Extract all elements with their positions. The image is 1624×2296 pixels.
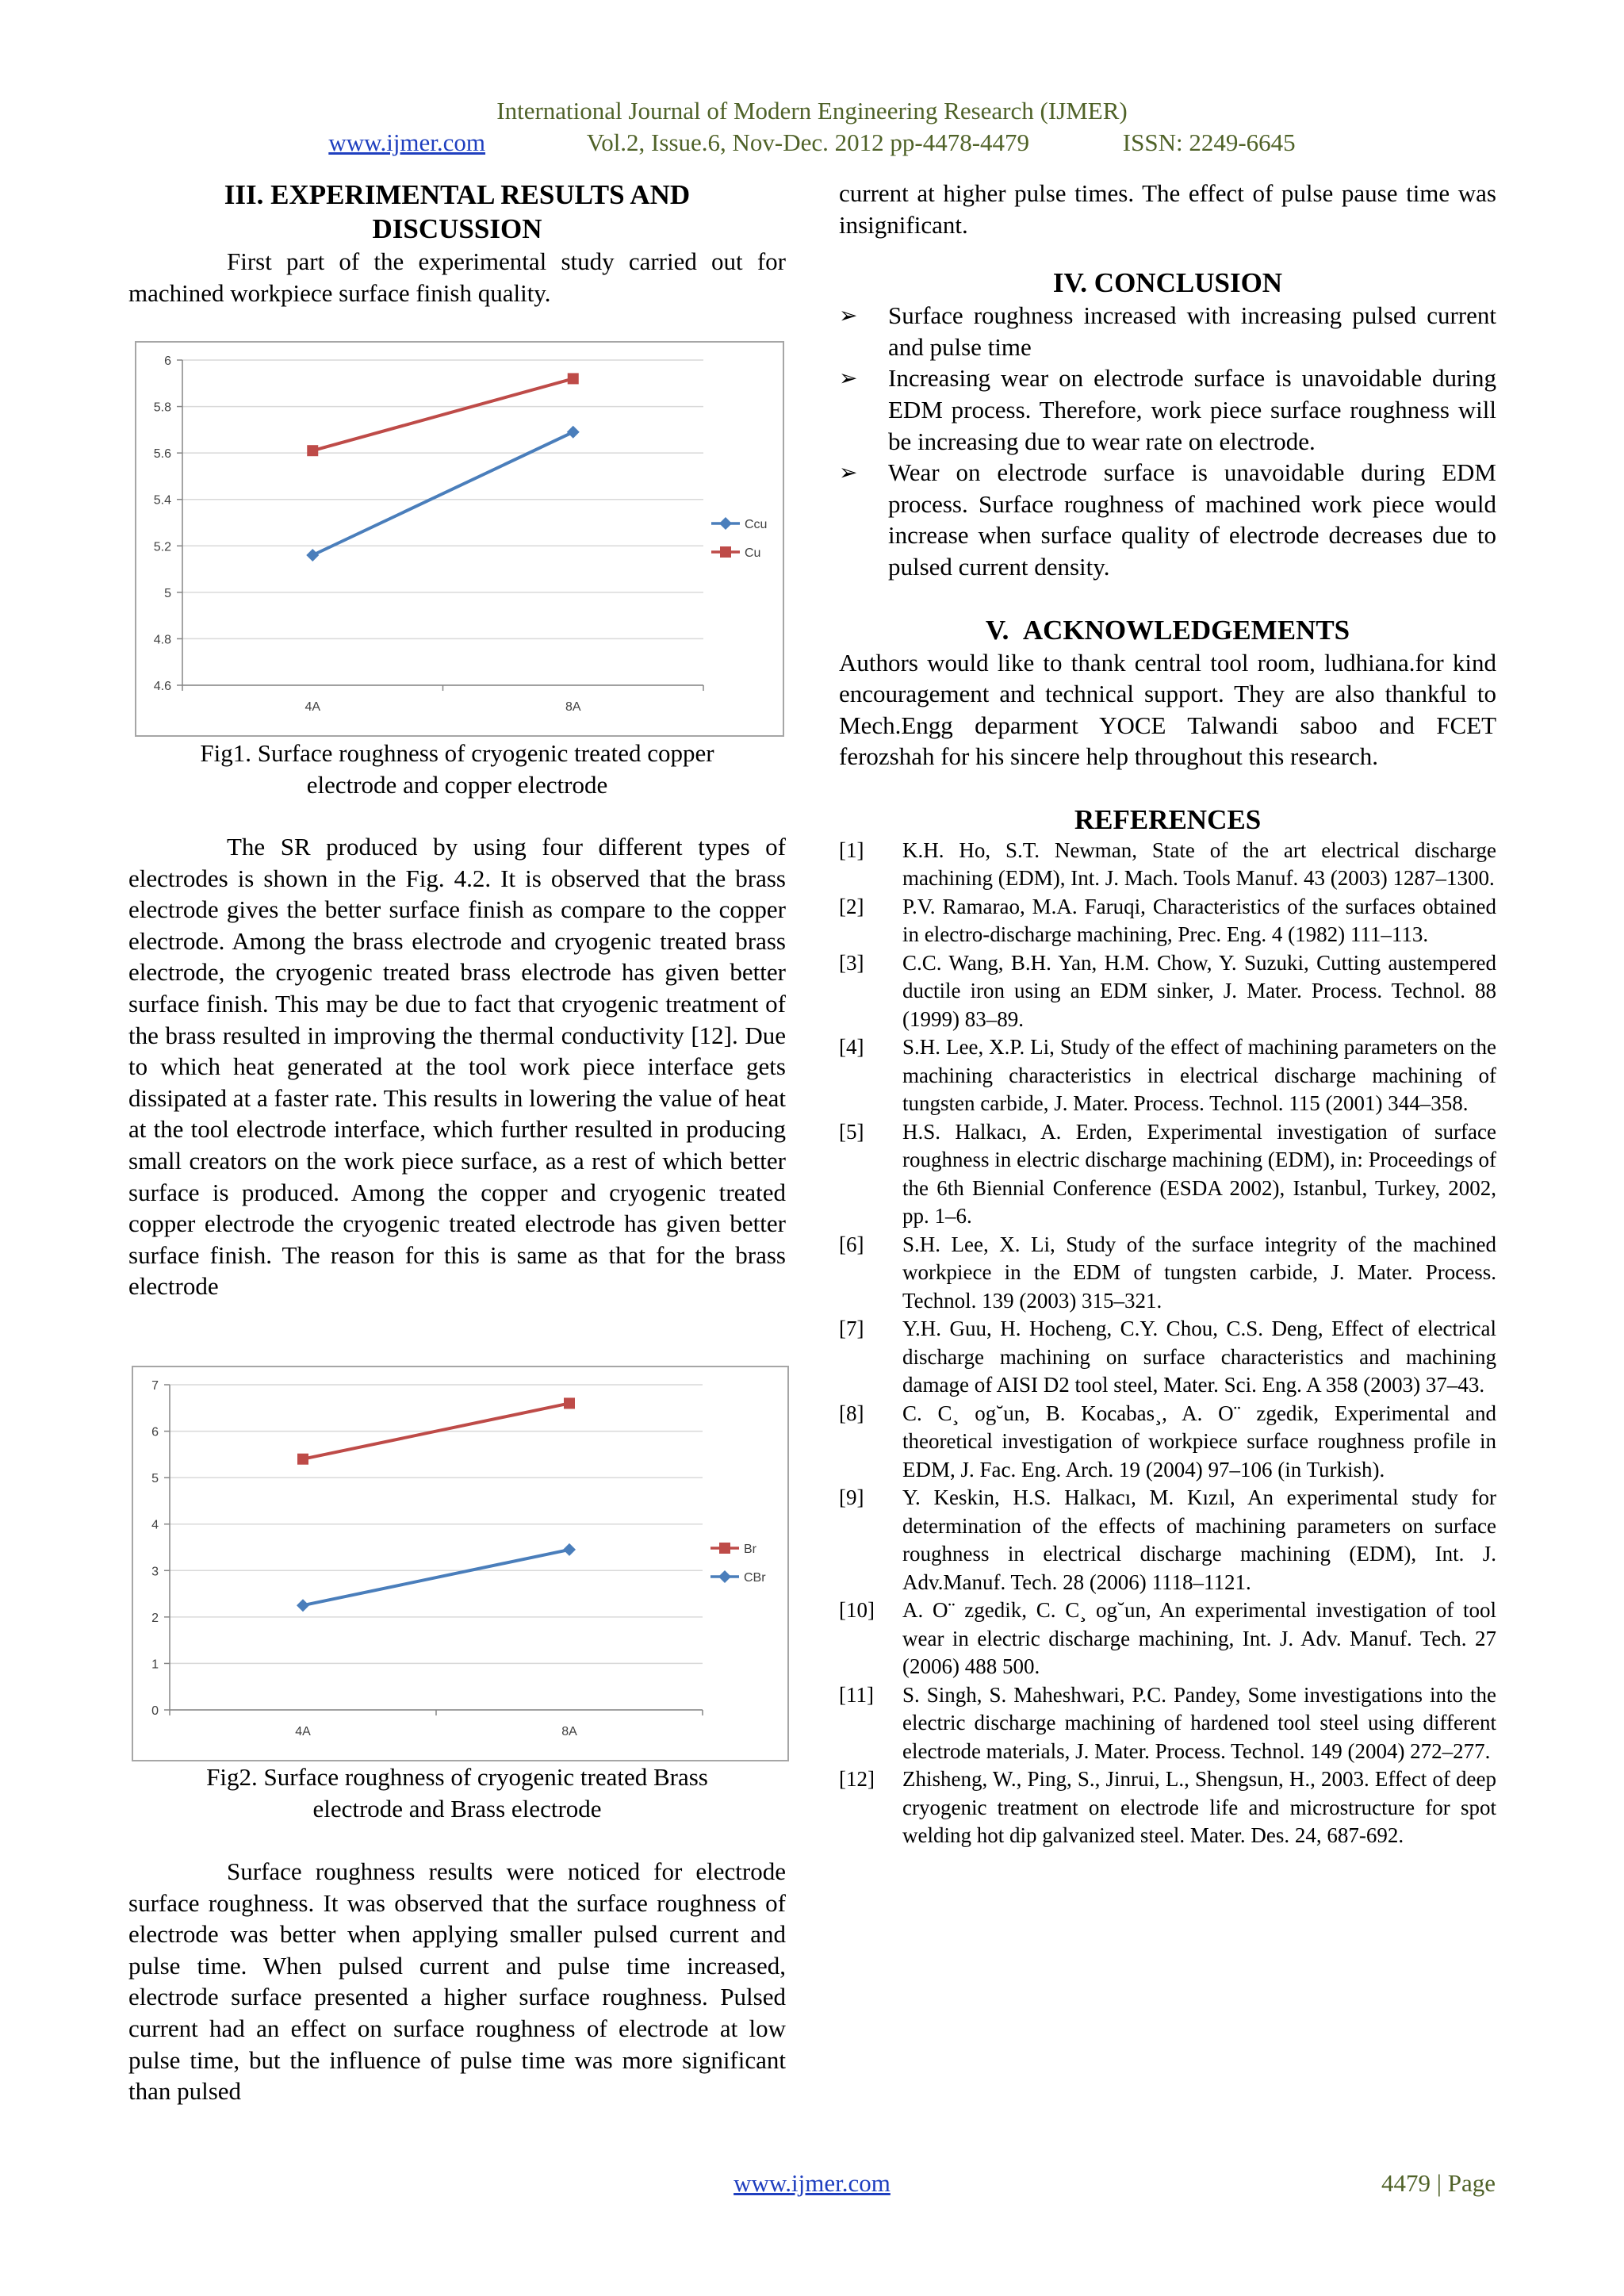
reference-number: [3] <box>839 950 864 975</box>
reference-item <box>839 1033 1496 1118</box>
data-point-br <box>297 1454 308 1465</box>
y-tick-label: 5 <box>151 1472 159 1486</box>
reference-text: S. Singh, S. Maheshwari, P.C. Pandey, Some investigations into the electric discharge machining of hardened tool steel using different electrode materials, J. Mater. Process. Technol. 149 (2004) 272–277. <box>902 1682 1496 1763</box>
section3-title-line2: DISCUSSION <box>372 213 542 244</box>
y-tick-label: 5.6 <box>153 447 171 462</box>
reference-text: K.H. Ho, S.T. Newman, State of the art electrical discharge machining (EDM), Int. J. Mach. Tools Manuf. 43 (2003) 1287–1300. <box>902 838 1496 891</box>
series-line-ccu <box>312 432 573 555</box>
y-tick-label: 5 <box>164 586 171 600</box>
reference-item <box>839 1484 1496 1596</box>
figure-1-svg <box>136 343 783 735</box>
conclusion-item <box>839 300 1496 362</box>
y-tick-label: 1 <box>151 1658 159 1672</box>
section3-intro: First part of the experimental study carried out for machined workpiece surface finish quality. <box>128 247 786 307</box>
legend-marker <box>719 1543 730 1554</box>
reference-text: S.H. Lee, X.P. Li, Study of the effect of machining parameters on the machining characteristics in electrical discharge machining of tungsten carbide, J. Mater. Process. Technol. 115 (2001) 344–358. <box>902 1035 1496 1116</box>
legend-label: Cu <box>745 546 761 560</box>
reference-number: [8] <box>839 1401 864 1425</box>
y-tick-label: 4.6 <box>153 680 171 693</box>
reference-text: H.S. Halkacı, A. Erden, Experimental investigation of surface roughness in electric discharge machining (EDM), in: Proceedings of the 6th Biennial Conference (ESDA 2002), Istanbul, Turkey, 2002, pp. 1–6. <box>902 1119 1496 1228</box>
y-tick-label: 5.2 <box>153 540 171 554</box>
x-tick-label: 8A <box>561 1725 577 1738</box>
data-point-ccu <box>306 549 319 562</box>
x-tick-label: 4A <box>304 700 321 714</box>
y-tick-label: 5.8 <box>153 401 171 415</box>
figure-2-svg <box>133 1367 787 1760</box>
acknowledgements-text: Authors would like to thank central tool room, ludhiana.for kind encouragement and technical support. They are also thankful to Mech.Engg deparment YOCE Talwandi saboo and FCET ferozshah for his sincere help throughout this research. <box>839 648 1496 771</box>
references-list <box>839 837 1496 1850</box>
figure-1-caption <box>128 738 786 800</box>
reference-number: [1] <box>839 838 864 862</box>
legend-marker <box>718 1570 731 1583</box>
figure-2-caption-line2: electrode and Brass electrode <box>312 1794 602 1823</box>
conclusion-item-text: Wear on electrode surface is unavoidable during EDM process. Surface roughness of machined work piece would increase when surface quality of electrode decreases due to pulsed current density. <box>888 458 1496 581</box>
conclusion-list <box>839 300 1496 582</box>
reference-item <box>839 1596 1496 1681</box>
data-point-cu <box>568 373 579 384</box>
legend-marker <box>720 546 731 558</box>
y-tick-label: 5.4 <box>153 493 171 508</box>
acknowledgements-title: V. ACKNOWLEDGEMENTS <box>985 614 1350 646</box>
reference-text: Zhisheng, W., Ping, S., Jinrui, L., Shengsun, H., 2003. Effect of deep cryogenic treatment on electrode life and microstructure for spot welding hot dip galvanized steel. Mater. Des. 24, 687-692. <box>902 1767 1496 1848</box>
journal-issn: ISSN: 2249-6645 <box>1122 128 1296 156</box>
reference-number: [7] <box>839 1317 864 1341</box>
section3-paragraph-3-block <box>128 1856 786 2107</box>
references-title: REFERENCES <box>1074 803 1262 835</box>
legend-label: Br <box>744 1543 756 1556</box>
section3-continued: current at higher pulse times. The effect of pulse pause time was insignificant. <box>839 179 1496 239</box>
reference-text: Y.H. Guu, H. Hocheng, C.Y. Chou, C.S. Deng, Effect of electrical discharge machining on surface characteristics and machining damage of AISI D2 tool steel, Mater. Sci. Eng. A 358 (2003) 37–43. <box>902 1317 1496 1397</box>
reference-text: Y. Keskin, H.S. Halkacı, M. Kızıl, An experimental study for determination of the effects of machining parameters on surface roughness in electrical discharge machining (EDM), Int. J. Adv.Manuf. Tech. 28 (2006) 1118–1121. <box>902 1485 1496 1594</box>
figure-1-chart <box>135 341 784 737</box>
figure-1-caption-line2: electrode and copper electrode <box>306 770 608 799</box>
reference-text: C. C¸ og˘un, B. Kocabas¸, A. O¨ zgedik, Experimental and theoretical investigation of workpiece surface roughness profile in EDM, J. Fac. Eng. Arch. 19 (2004) 97–106 (in Turkish). <box>902 1401 1496 1481</box>
reference-item <box>839 1681 1496 1766</box>
reference-number: [10] <box>839 1598 875 1623</box>
footer-url-link[interactable]: www.ijmer.com <box>733 2169 891 2197</box>
legend-label: CBr <box>744 1571 766 1585</box>
section3-paragraph-2: The SR produced by using four different types of electrodes is shown in the Fig. 4.2. It is observed that the brass electrode gives the better surface finish as compare to the copper electrode. Among the brass electrode and cryogenic treated brass electrode, the cryogenic treated brass electrode has given better surface finish. This may be due to fact that cryogenic treatment of the brass resulted in improving the thermal conductivity [12]. Due to which heat generated at the tool work piece interface gets dissipated at a faster rate. This results in lowering the value of heat at the tool electrode interface, which further resulted in producing small creators on the work piece surface, as a rest of which better surface is produced. Among the copper and cryogenic treated copper electrode the cryogenic treated electrode has given better surface finish. The reason for this is same as that for the brass electrode <box>128 833 786 1301</box>
arrow-bullet-icon: ➢ <box>839 365 858 392</box>
reference-text: C.C. Wang, B.H. Yan, H.M. Chow, Y. Suzuki, Cutting austempered ductile iron using an EDM sinker, J. Mater. Process. Technol. 88 (1999) 83–89. <box>902 950 1496 1031</box>
section3-header-block <box>128 178 786 309</box>
x-tick-label: 8A <box>565 700 581 714</box>
y-tick-label: 7 <box>151 1379 159 1393</box>
page-number: 4479 | Page <box>1381 2169 1496 2197</box>
figure-2-chart <box>132 1366 789 1761</box>
reference-item <box>839 1765 1496 1850</box>
conclusion-item <box>839 362 1496 457</box>
conclusion-item <box>839 457 1496 582</box>
section3-paragraph-2-block <box>128 831 786 1302</box>
journal-volume: Vol.2, Issue.6, Nov-Dec. 2012 pp-4478-4479 <box>586 128 1030 156</box>
data-point-cbr <box>297 1599 309 1612</box>
x-tick-label: 4A <box>295 1725 311 1738</box>
section3-title-line1: III. EXPERIMENTAL RESULTS AND <box>224 179 691 210</box>
conclusion-title: IV. CONCLUSION <box>1052 267 1283 299</box>
reference-item <box>839 949 1496 1034</box>
section3-paragraph-3: Surface roughness results were noticed for electrode surface roughness. It was observed that the surface roughness of electrode was better when applying smaller pulsed current and pulse time. When pulsed current and pulse time increased, electrode surface presented a higher surface roughness. Pulsed current had an effect on surface roughness of electrode at low pulse time, but the influence of pulse time was more significant than pulsed <box>128 1857 786 2106</box>
conclusion-item-text: Surface roughness increased with increasing pulsed current and pulse time <box>888 301 1496 361</box>
reference-number: [5] <box>839 1119 864 1144</box>
legend-marker <box>719 517 732 530</box>
journal-title: International Journal of Modern Engineering Research (IJMER) <box>496 97 1128 125</box>
journal-info-line <box>0 128 1624 157</box>
reference-item <box>839 1315 1496 1400</box>
figure-2-caption-line1: Fig2. Surface roughness of cryogenic treated Brass <box>206 1763 708 1791</box>
arrow-bullet-icon: ➢ <box>839 459 858 486</box>
series-line-cbr <box>303 1550 569 1605</box>
y-tick-label: 6 <box>151 1425 159 1439</box>
y-tick-label: 3 <box>151 1565 159 1579</box>
conclusion-item-text: Increasing wear on electrode surface is unavoidable during EDM process. Therefore, work piece surface roughness will be increasing due to wear rate on electrode. <box>888 364 1496 455</box>
figure-2-caption <box>128 1761 786 1824</box>
y-tick-label: 0 <box>151 1704 159 1718</box>
y-tick-label: 6 <box>164 355 171 368</box>
data-point-cbr <box>563 1543 576 1556</box>
reference-text: P.V. Ramarao, M.A. Faruqi, Characteristics of the surfaces obtained in electro-discharge machining, Prec. Eng. 4 (1982) 111–113. <box>902 894 1496 947</box>
reference-text: S.H. Lee, X. Li, Study of the surface integrity of the machined workpiece in the EDM of tungsten carbide, J. Mater. Process. Technol. 139 (2003) 315–321. <box>902 1232 1496 1313</box>
reference-item <box>839 893 1496 949</box>
reference-item <box>839 1400 1496 1485</box>
reference-number: [9] <box>839 1485 864 1510</box>
y-tick-label: 4 <box>151 1518 159 1532</box>
section3-title <box>128 178 786 246</box>
journal-url-link[interactable]: www.ijmer.com <box>328 128 486 156</box>
reference-number: [12] <box>839 1767 875 1792</box>
data-point-cu <box>307 445 318 456</box>
reference-number: [11] <box>839 1682 874 1707</box>
data-point-ccu <box>567 426 580 439</box>
y-tick-label: 2 <box>151 1611 159 1625</box>
series-line-cu <box>312 378 573 450</box>
reference-item <box>839 1231 1496 1316</box>
figure-1-caption-line1: Fig1. Surface roughness of cryogenic treated copper <box>200 739 714 767</box>
legend-label: Ccu <box>745 518 768 531</box>
reference-item <box>839 1118 1496 1231</box>
arrow-bullet-icon: ➢ <box>839 302 858 329</box>
reference-number: [6] <box>839 1232 864 1256</box>
reference-text: A. O¨ zgedik, C. C¸ og˘un, An experimental investigation of tool wear in electric discharge machining, Int. J. Adv. Manuf. Tech. 27 (2006) 488 500. <box>902 1598 1496 1679</box>
reference-number: [2] <box>839 894 864 918</box>
reference-item <box>839 837 1496 893</box>
right-column <box>839 178 1496 1850</box>
reference-number: [4] <box>839 1035 864 1060</box>
data-point-br <box>564 1397 575 1409</box>
y-tick-label: 4.8 <box>153 633 171 647</box>
